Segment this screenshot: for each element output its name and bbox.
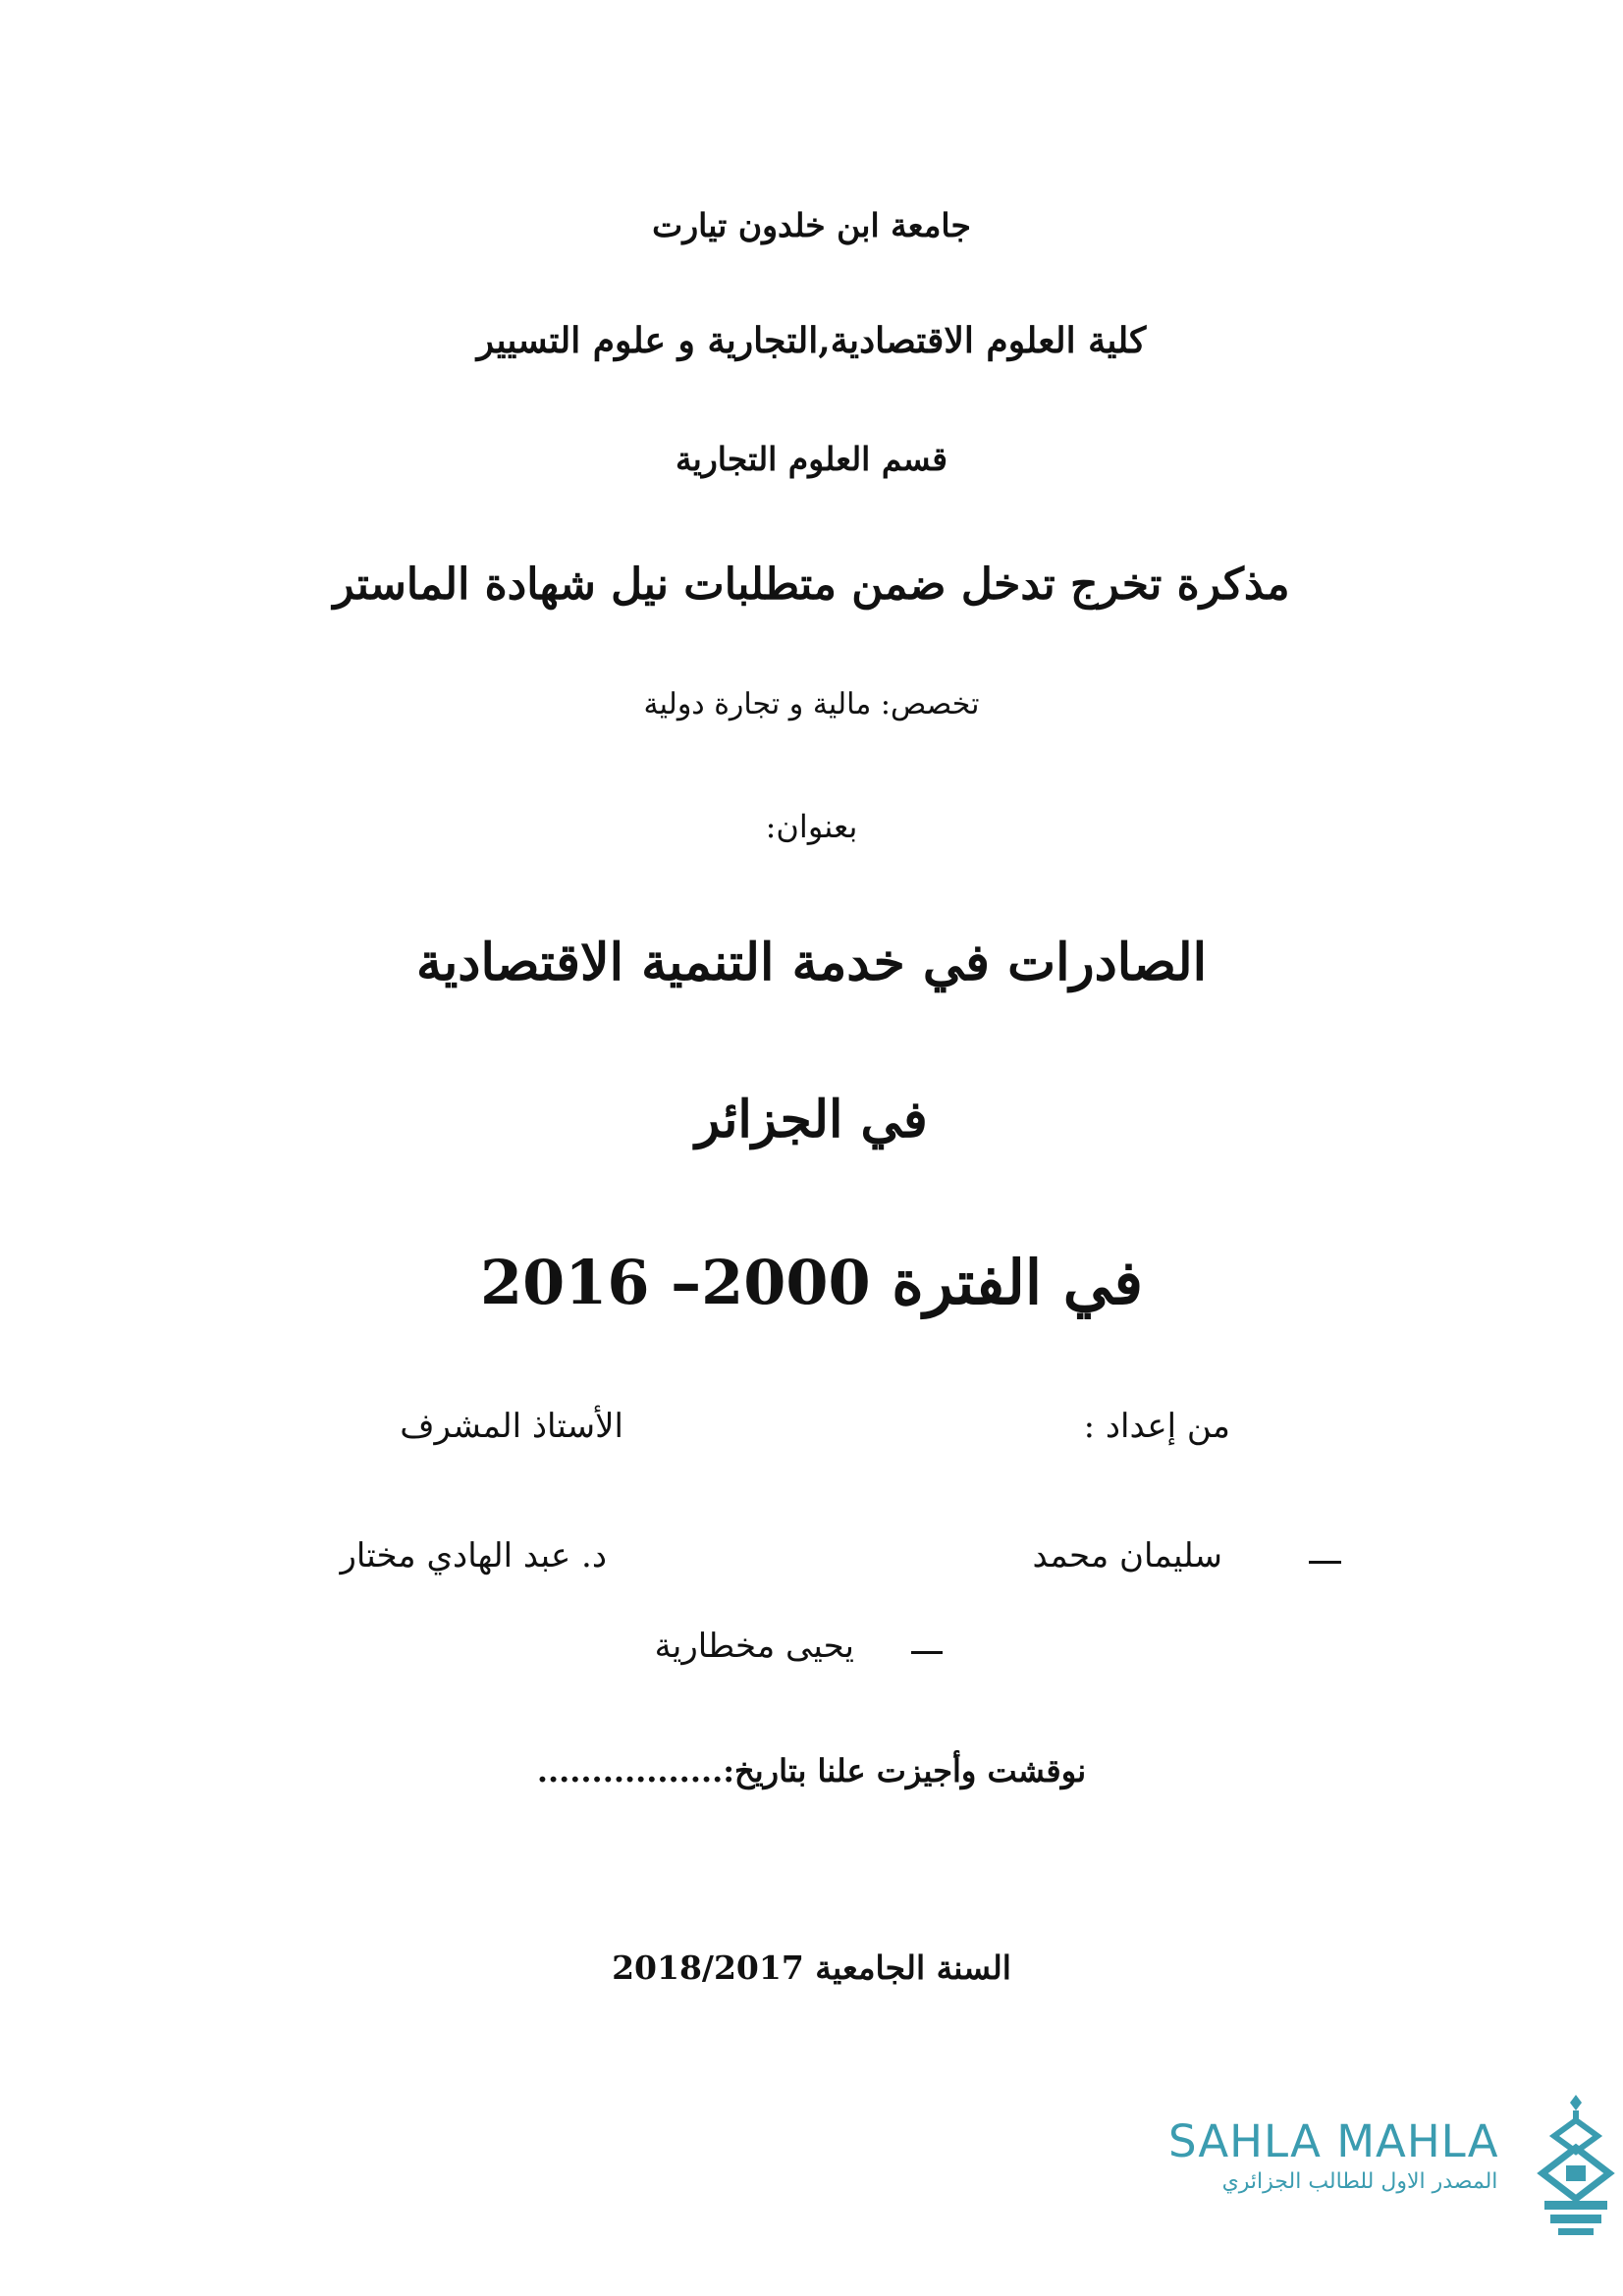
specialty: تخصص: مالية و تجارة دولية xyxy=(643,687,980,721)
university-name: جامعة ابن خلدون تيارت xyxy=(652,206,971,244)
sahla-mahla-logo-icon xyxy=(1537,2091,1615,2238)
student-1-name: سليمان محمد xyxy=(1032,1536,1222,1575)
department-name: قسم العلوم التجارية xyxy=(675,440,948,478)
title-intro: بعنوان: xyxy=(765,808,858,845)
thesis-title-line-3: في الفترة 2000– 2016 xyxy=(479,1247,1144,1318)
student-1-bullet xyxy=(1309,1561,1341,1564)
supervisor-name: د. عبد الهادي مختار xyxy=(340,1536,607,1575)
faculty-name: كلية العلوم الاقتصادية,التجارية و علوم التسيير xyxy=(476,320,1147,361)
student-2-bullet xyxy=(911,1651,943,1654)
prepared-by-label: من إعداد : xyxy=(1083,1407,1230,1446)
thesis-title-line-1: الصادرات في خدمة التنمية الاقتصادية xyxy=(415,933,1208,992)
thesis-type: مذكرة تخرج تدخل ضمن متطلبات نيل شهادة الماستر xyxy=(333,560,1290,610)
logo-tagline: المصدر الاول للطالب الجزائري xyxy=(1221,2169,1498,2194)
student-2-name: يحيى مخطارية xyxy=(654,1627,854,1666)
defense-date-label: نوقشت وأجيزت علنا بتاريخ:................. xyxy=(536,1752,1087,1789)
thesis-title-line-2: في الجزائر xyxy=(695,1090,928,1149)
academic-year: السنة الجامعية 2018/2017 xyxy=(612,1949,1011,1987)
sahla-mahla-logo xyxy=(1159,2081,1620,2238)
logo-name: SAHLA MAHLA xyxy=(1168,2115,1499,2167)
supervisor-label: الأستاذ المشرف xyxy=(400,1407,623,1446)
